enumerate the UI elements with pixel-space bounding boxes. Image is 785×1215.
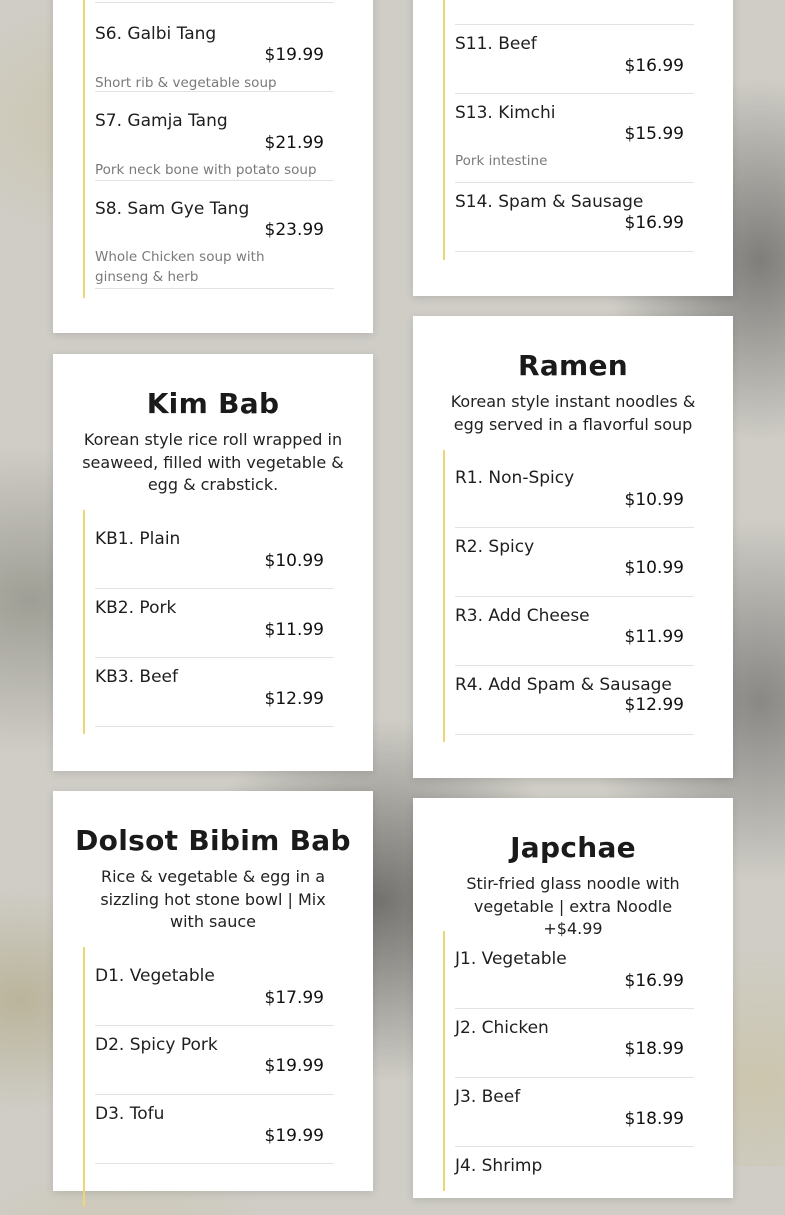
list-item [455, 931, 694, 1009]
item-price: $19.99 [264, 45, 324, 65]
section-description: Stir-fried glass noodle with vegetable | extra Noodle +$4.99 [466, 874, 680, 938]
item-price: $19.99 [264, 1056, 324, 1076]
item-price: $21.99 [264, 133, 324, 153]
section-description: Rice & vegetable & egg in a sizzling hot stone bowl | Mix with sauce [100, 867, 326, 931]
ramen-card [413, 316, 733, 778]
list-item [95, 589, 334, 658]
item-price: $16.99 [624, 971, 684, 991]
list-item [95, 1026, 334, 1095]
list-item [455, 183, 694, 252]
item-name: J3. Beef [455, 1087, 521, 1107]
item-note: Pork neck bone with potato soup [95, 162, 317, 178]
item-price: $16.99 [624, 56, 684, 76]
item-name: R3. Add Cheese [455, 606, 590, 626]
item-note: Short rib & vegetable soup [95, 75, 277, 91]
section-description: Korean style rice roll wrapped in seaweed, filled with vegetable & egg & crabstick. [82, 430, 344, 494]
item-name: S8. Sam Gye Tang [95, 199, 250, 219]
section-title: Kim Bab [146, 387, 280, 420]
item-name: S13. Kimchi [455, 103, 556, 123]
section-description: Korean style instant noodles & egg served in a flavorful soup [450, 392, 696, 434]
list-item [455, 450, 694, 528]
list-item [455, 0, 694, 25]
list-item [95, 1095, 334, 1164]
list-item [455, 94, 694, 183]
item-price: $15.99 [624, 124, 684, 144]
item-note: Whole Chicken soup with ginseng & herb [95, 249, 265, 285]
item-price: $11.99 [624, 627, 684, 647]
kim-bab-card [53, 354, 373, 771]
list-item [95, 181, 334, 289]
list-item [455, 666, 694, 735]
item-name: R1. Non-Spicy [455, 468, 575, 488]
item-name: R2. Spicy [455, 537, 535, 557]
section-title: Japchae [510, 831, 636, 864]
list-item [455, 25, 694, 94]
soups-card-right [413, 0, 733, 296]
japchae-card [413, 798, 733, 1198]
item-price: $17.99 [264, 988, 324, 1008]
dolsot-bibim-bab-card [53, 791, 373, 1191]
list-item [455, 1147, 694, 1215]
japchae-item-list [443, 931, 695, 1191]
item-price: $10.99 [624, 558, 684, 578]
soups-card [53, 0, 373, 333]
list-item [95, 3, 334, 92]
item-price: $10.99 [264, 551, 324, 571]
item-price: $16.99 [624, 213, 684, 233]
soups-right-item-list [443, 0, 695, 260]
item-price: $18.99 [624, 1039, 684, 1059]
item-name: J4. Shrimp [455, 1156, 543, 1176]
list-item [455, 528, 694, 597]
ramen-item-list [443, 450, 695, 742]
item-name: S11. Beef [455, 34, 537, 54]
item-name: D3. Tofu [95, 1104, 165, 1124]
item-name: KB3. Beef [95, 667, 178, 687]
section-title: Dolsot Bibim Bab [75, 824, 351, 857]
item-price: $10.99 [624, 490, 684, 510]
item-price: $12.99 [264, 689, 324, 709]
item-price: $18.99 [624, 1109, 684, 1129]
list-item [95, 510, 334, 589]
item-name: S7. Gamja Tang [95, 111, 228, 131]
item-name: J1. Vegetable [455, 949, 567, 969]
item-name: S6. Galbi Tang [95, 24, 217, 44]
item-price: $12.99 [624, 695, 684, 715]
item-name: D2. Spicy Pork [95, 1035, 218, 1055]
dolsot-item-list [83, 947, 335, 1207]
item-price: $11.99 [264, 620, 324, 640]
list-item [95, 947, 334, 1026]
item-name: D1. Vegetable [95, 966, 215, 986]
item-name: R4. Add Spam & Sausage [455, 675, 672, 695]
item-name: J2. Chicken [455, 1018, 549, 1038]
item-price: $23.99 [264, 220, 324, 240]
kim-bab-item-list [83, 510, 335, 734]
soups-item-list [83, 0, 335, 298]
item-name: KB1. Plain [95, 529, 181, 549]
list-item [95, 658, 334, 727]
item-note: Pork intestine [455, 153, 548, 169]
list-item [455, 1078, 694, 1147]
section-title: Ramen [517, 349, 629, 382]
item-name: KB2. Pork [95, 598, 177, 618]
list-item [95, 92, 334, 181]
item-name: S14. Spam & Sausage [455, 192, 644, 212]
list-item [455, 1009, 694, 1078]
item-price: $19.99 [264, 1126, 324, 1146]
list-item [455, 597, 694, 666]
